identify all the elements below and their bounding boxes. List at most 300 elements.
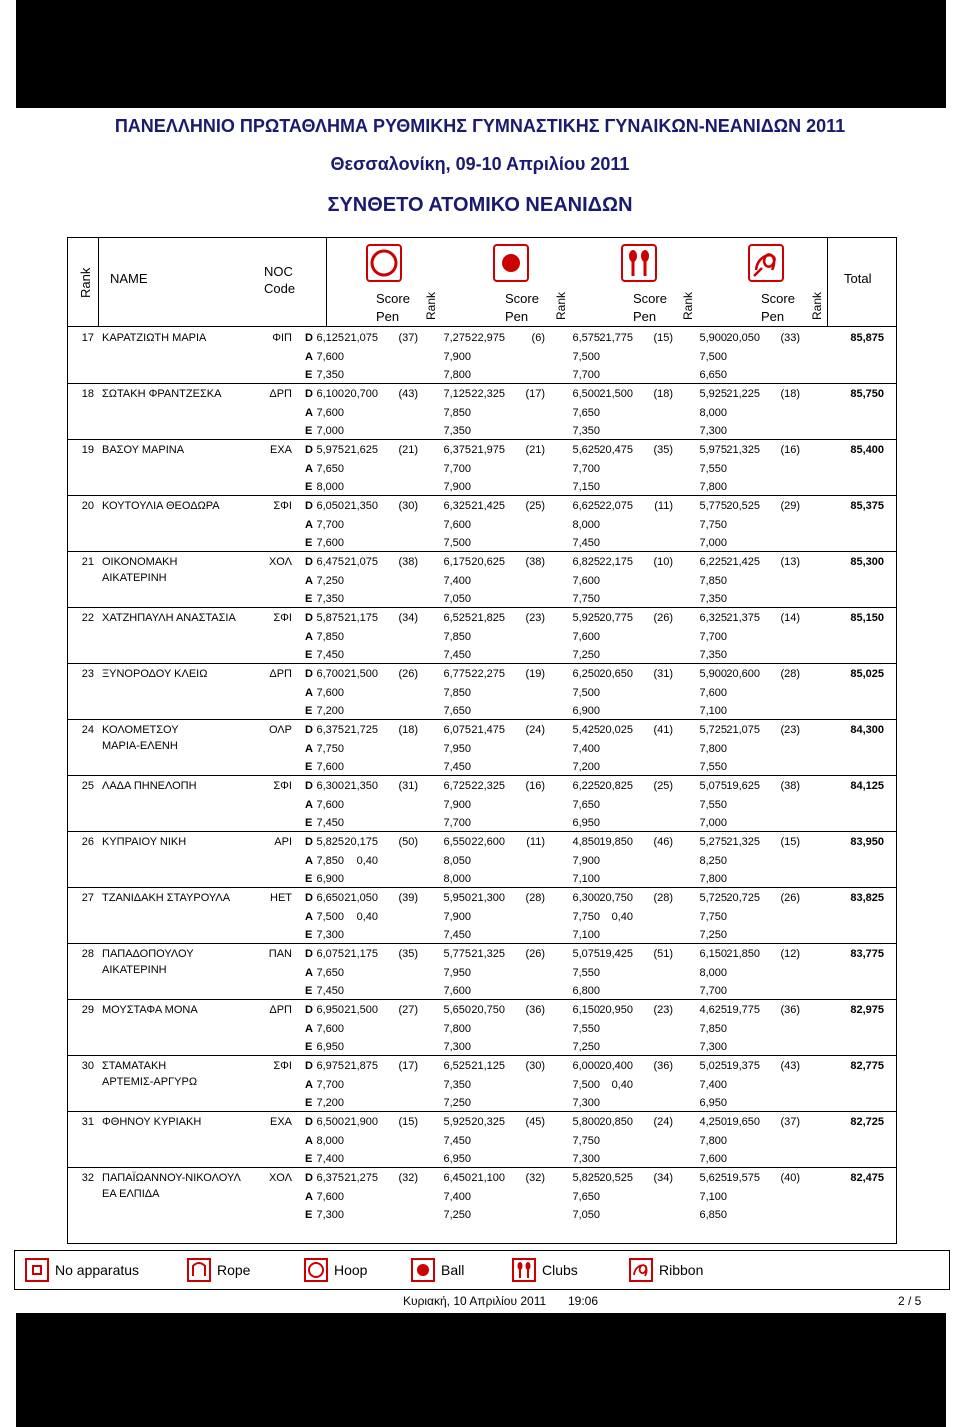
score-cell: 7,850 bbox=[699, 574, 727, 587]
total-cell: 85,025 bbox=[850, 668, 884, 680]
score-cell: 7,600 bbox=[443, 985, 471, 998]
score-type-label: E bbox=[305, 537, 313, 550]
pen-cell: 22,975 bbox=[471, 332, 505, 344]
ribbon-rank-header: Rank bbox=[810, 291, 824, 320]
pen-cell: 20,025 bbox=[599, 724, 633, 736]
score-cell: 5,950 bbox=[443, 892, 471, 904]
pen-cell: 21,075 bbox=[726, 724, 760, 736]
score-cell: 7,750 bbox=[316, 742, 344, 755]
score-cell: 7,400 bbox=[699, 1078, 727, 1091]
score-cell: 7,650 bbox=[572, 1190, 600, 1203]
score-cell: 6,150 bbox=[572, 1004, 600, 1016]
score-type-label: A bbox=[305, 742, 313, 755]
pen-cell: 21,825 bbox=[471, 612, 505, 624]
hoop-score-header: Score Pen bbox=[376, 291, 410, 324]
table-row bbox=[68, 440, 896, 496]
rank-cell: (28) bbox=[653, 892, 673, 904]
score-cell: 5,425 bbox=[572, 724, 600, 736]
rank-cell: (37) bbox=[398, 332, 418, 344]
pen-cell: 21,975 bbox=[471, 444, 505, 456]
score-cell: 7,600 bbox=[316, 686, 344, 699]
score-cell: 7,800 bbox=[443, 369, 471, 382]
score-type-label: E bbox=[305, 1097, 313, 1110]
score-cell: 7,100 bbox=[699, 705, 727, 718]
rank-cell: (19) bbox=[525, 668, 545, 680]
score-cell: 7,350 bbox=[699, 593, 727, 606]
rank-cell: (43) bbox=[780, 1060, 800, 1072]
score-cell: 6,625 bbox=[572, 500, 600, 512]
pen-cell: 22,600 bbox=[471, 836, 505, 848]
score-type-label: D bbox=[305, 948, 313, 960]
score-type-label: D bbox=[305, 1004, 313, 1016]
score-cell: 7,600 bbox=[572, 574, 600, 587]
score-cell: 8,000 bbox=[316, 1134, 344, 1147]
score-cell: 7,000 bbox=[316, 425, 344, 438]
ball-rank-header: Rank bbox=[554, 291, 568, 320]
pen-cell: 20,625 bbox=[471, 556, 505, 568]
score-cell: 7,800 bbox=[699, 742, 727, 755]
total-cell: 82,975 bbox=[850, 1004, 884, 1016]
rank-cell: (34) bbox=[653, 1172, 673, 1184]
score-type-label: A bbox=[305, 686, 313, 699]
score-type-label: D bbox=[305, 1060, 313, 1072]
score-cell: 7,450 bbox=[443, 1134, 471, 1147]
score-cell: 6,175 bbox=[443, 556, 471, 568]
rank-cell: (30) bbox=[525, 1060, 545, 1072]
pen-cell: 22,275 bbox=[471, 668, 505, 680]
pen-cell: 20,850 bbox=[599, 1116, 633, 1128]
score-type-label: E bbox=[305, 593, 313, 606]
score-cell: 7,800 bbox=[699, 1134, 727, 1147]
score-cell: 6,950 bbox=[443, 1153, 471, 1166]
score-cell: 7,700 bbox=[316, 1078, 344, 1091]
rank-cell: (45) bbox=[525, 1116, 545, 1128]
score-type-label: D bbox=[305, 668, 313, 680]
score-type-label: E bbox=[305, 1041, 313, 1054]
score-cell: 6,725 bbox=[443, 780, 471, 792]
athlete-name: ΧΑΤΖΗΠΑΥΛΗ ΑΝΑΣΤΑΣΙΑ bbox=[102, 612, 236, 624]
athlete-name-line2: ΜΑΡΙΑ-ΕΛΕΝΗ bbox=[102, 740, 178, 752]
score-cell: 7,050 bbox=[572, 1209, 600, 1222]
rank-cell: (26) bbox=[398, 668, 418, 680]
total-cell: 82,775 bbox=[850, 1060, 884, 1072]
rank-cell: (10) bbox=[653, 556, 673, 568]
table-row bbox=[68, 1168, 896, 1224]
noc-header: NOC Code bbox=[264, 264, 296, 296]
score-cell: 7,500 bbox=[699, 350, 727, 363]
pen-cell: 21,300 bbox=[471, 892, 505, 904]
score-cell: 5,800 bbox=[572, 1116, 600, 1128]
table-row bbox=[68, 776, 896, 832]
score-cell: 6,325 bbox=[699, 612, 727, 624]
score-cell: 7,000 bbox=[699, 537, 727, 550]
rank-cell: 23 bbox=[81, 668, 94, 680]
rank-cell: 32 bbox=[81, 1172, 94, 1184]
pen-cell: 19,650 bbox=[726, 1116, 760, 1128]
score-cell: 6,950 bbox=[699, 1097, 727, 1110]
athlete-name: ΜΟΥΣΤΑΦΑ ΜΟΝΑ bbox=[102, 1004, 198, 1016]
rank-cell: (23) bbox=[525, 612, 545, 624]
rank-cell: (38) bbox=[398, 556, 418, 568]
score-cell: 7,200 bbox=[316, 1097, 344, 1110]
score-type-label: D bbox=[305, 1172, 313, 1184]
score-cell: 5,075 bbox=[699, 780, 727, 792]
score-cell: 6,325 bbox=[443, 500, 471, 512]
score-cell: 7,650 bbox=[316, 966, 344, 979]
athlete-name: ΦΘΗΝΟΥ ΚΥΡΙΑΚΗ bbox=[102, 1116, 202, 1128]
score-cell: 6,775 bbox=[443, 668, 471, 680]
rank-cell: (34) bbox=[398, 612, 418, 624]
rank-cell: 25 bbox=[81, 780, 94, 792]
table-row bbox=[68, 1112, 896, 1168]
rank-cell: 31 bbox=[81, 1116, 94, 1128]
pen-cell: 19,425 bbox=[599, 948, 633, 960]
rank-cell: (36) bbox=[653, 1060, 673, 1072]
score-cell: 7,450 bbox=[316, 985, 344, 998]
score-cell: 7,350 bbox=[699, 649, 727, 662]
footer-page: 2 / 5 bbox=[898, 1294, 922, 1308]
score-cell: 7,700 bbox=[699, 985, 727, 998]
score-cell: 8,000 bbox=[699, 966, 727, 979]
pen-cell: 0,40 bbox=[611, 910, 633, 923]
score-type-label: E bbox=[305, 985, 313, 998]
score-cell: 7,650 bbox=[572, 406, 600, 419]
score-cell: 7,500 bbox=[443, 537, 471, 550]
score-cell: 7,750 bbox=[572, 593, 600, 606]
score-cell: 5,925 bbox=[699, 388, 727, 400]
total-cell: 85,150 bbox=[850, 612, 884, 624]
score-cell: 7,300 bbox=[316, 1209, 344, 1222]
score-cell: 6,950 bbox=[316, 1004, 344, 1016]
score-cell: 7,750 bbox=[699, 910, 727, 923]
table-row bbox=[68, 1000, 896, 1056]
table-row bbox=[68, 664, 896, 720]
score-cell: 7,950 bbox=[443, 966, 471, 979]
score-cell: 7,800 bbox=[699, 873, 727, 886]
pen-cell: 20,050 bbox=[726, 332, 760, 344]
score-cell: 7,600 bbox=[316, 798, 344, 811]
athlete-name: ΛΑΔΑ ΠΗΝΕΛΟΠΗ bbox=[102, 780, 197, 792]
rank-cell: 29 bbox=[81, 1004, 94, 1016]
score-cell: 6,500 bbox=[572, 388, 600, 400]
rank-cell: 24 bbox=[81, 724, 94, 736]
score-cell: 7,100 bbox=[699, 1190, 727, 1203]
score-cell: 7,275 bbox=[443, 332, 471, 344]
score-cell: 7,900 bbox=[443, 350, 471, 363]
score-cell: 7,700 bbox=[699, 630, 727, 643]
pen-cell: 20,750 bbox=[471, 1004, 505, 1016]
score-cell: 6,125 bbox=[316, 332, 344, 344]
pen-cell: 19,850 bbox=[599, 836, 633, 848]
score-cell: 7,750 bbox=[699, 518, 727, 531]
hoop-icon bbox=[366, 244, 402, 282]
rank-cell: (21) bbox=[398, 444, 418, 456]
score-cell: 8,000 bbox=[316, 481, 344, 494]
score-cell: 7,450 bbox=[316, 649, 344, 662]
rank-cell: (28) bbox=[525, 892, 545, 904]
rank-cell: (46) bbox=[653, 836, 673, 848]
score-cell: 7,600 bbox=[316, 1190, 344, 1203]
score-cell: 7,600 bbox=[572, 630, 600, 643]
noc-cell: ΦΙΠ bbox=[272, 332, 292, 344]
score-type-label: A bbox=[305, 462, 313, 475]
clubs-icon bbox=[512, 1258, 536, 1282]
total-cell: 83,825 bbox=[850, 892, 884, 904]
athlete-name: ΒΑΣΟΥ ΜΑΡΙΝΑ bbox=[102, 444, 185, 456]
score-type-label: A bbox=[305, 854, 313, 867]
score-cell: 6,250 bbox=[572, 668, 600, 680]
rank-cell: (23) bbox=[653, 1004, 673, 1016]
pen-cell: 21,775 bbox=[599, 332, 633, 344]
rank-cell: (35) bbox=[653, 444, 673, 456]
noc-cell: ΗΕΤ bbox=[270, 892, 292, 904]
rank-cell: (11) bbox=[654, 500, 673, 512]
table-row bbox=[68, 832, 896, 888]
table-row bbox=[68, 608, 896, 664]
legend-item-rope: Rope bbox=[187, 1257, 250, 1283]
score-cell: 5,900 bbox=[699, 332, 727, 344]
score-cell: 5,825 bbox=[316, 836, 344, 848]
ribbon-icon bbox=[629, 1258, 653, 1282]
pen-cell: 19,775 bbox=[726, 1004, 760, 1016]
total-cell: 83,775 bbox=[850, 948, 884, 960]
score-cell: 7,850 bbox=[699, 1022, 727, 1035]
score-cell: 7,700 bbox=[572, 462, 600, 475]
score-cell: 6,825 bbox=[572, 556, 600, 568]
score-cell: 6,650 bbox=[316, 892, 344, 904]
score-cell: 6,075 bbox=[443, 724, 471, 736]
rank-cell: (30) bbox=[398, 500, 418, 512]
rank-cell: 18 bbox=[81, 388, 94, 400]
pen-cell: 19,375 bbox=[726, 1060, 760, 1072]
score-cell: 7,450 bbox=[443, 929, 471, 942]
pen-cell: 22,325 bbox=[471, 388, 505, 400]
score-cell: 5,975 bbox=[699, 444, 727, 456]
results-table bbox=[67, 237, 897, 1244]
pen-cell: 20,400 bbox=[599, 1060, 633, 1072]
table-row bbox=[68, 944, 896, 1000]
hoop-icon bbox=[304, 1258, 328, 1282]
rank-header: Rank bbox=[78, 267, 93, 298]
rank-cell: (39) bbox=[398, 892, 418, 904]
score-cell: 5,650 bbox=[443, 1004, 471, 1016]
score-cell: 8,000 bbox=[443, 873, 471, 886]
score-cell: 7,350 bbox=[316, 593, 344, 606]
score-cell: 5,900 bbox=[699, 668, 727, 680]
score-cell: 7,900 bbox=[443, 481, 471, 494]
score-cell: 7,900 bbox=[443, 798, 471, 811]
score-type-label: E bbox=[305, 929, 313, 942]
rank-cell: 21 bbox=[81, 556, 94, 568]
pen-cell: 20,775 bbox=[599, 612, 633, 624]
score-type-label: A bbox=[305, 1078, 313, 1091]
rank-cell: (15) bbox=[398, 1116, 418, 1128]
score-cell: 7,300 bbox=[572, 1153, 600, 1166]
pen-cell: 22,175 bbox=[599, 556, 633, 568]
rank-cell: 28 bbox=[81, 948, 94, 960]
score-cell: 6,550 bbox=[443, 836, 471, 848]
rank-cell: (43) bbox=[398, 388, 418, 400]
rank-cell: (17) bbox=[525, 388, 545, 400]
pen-cell: 21,175 bbox=[344, 612, 378, 624]
score-cell: 6,375 bbox=[443, 444, 471, 456]
score-cell: 6,525 bbox=[443, 612, 471, 624]
score-type-label: D bbox=[305, 612, 313, 624]
score-type-label: D bbox=[305, 724, 313, 736]
rank-cell: (28) bbox=[780, 668, 800, 680]
score-cell: 7,900 bbox=[443, 910, 471, 923]
score-type-label: D bbox=[305, 556, 313, 568]
ribbon-icon bbox=[748, 244, 784, 282]
rank-cell: (18) bbox=[653, 388, 673, 400]
athlete-name: ΠΑΠΑΔΟΠΟΥΛΟΥ bbox=[102, 948, 194, 960]
athlete-name: ΣΤΑΜΑΤΑΚΗ bbox=[102, 1060, 167, 1072]
score-cell: 5,025 bbox=[699, 1060, 727, 1072]
rank-cell: (35) bbox=[398, 948, 418, 960]
pen-cell: 19,625 bbox=[726, 780, 760, 792]
score-cell: 7,900 bbox=[572, 854, 600, 867]
score-cell: 6,300 bbox=[572, 892, 600, 904]
score-cell: 8,000 bbox=[699, 406, 727, 419]
rank-cell: (36) bbox=[525, 1004, 545, 1016]
score-cell: 7,200 bbox=[572, 761, 600, 774]
rank-cell: (21) bbox=[525, 444, 545, 456]
pen-cell: 21,325 bbox=[726, 444, 760, 456]
score-cell: 7,300 bbox=[316, 929, 344, 942]
pen-cell: 21,350 bbox=[344, 500, 378, 512]
score-cell: 7,250 bbox=[443, 1209, 471, 1222]
athlete-name-line2: ΑΙΚΑΤΕΡΙΝΗ bbox=[102, 572, 167, 584]
table-row bbox=[68, 328, 896, 384]
rank-cell: (38) bbox=[525, 556, 545, 568]
rank-cell: (32) bbox=[525, 1172, 545, 1184]
athlete-name-line2: ΑΡΤΕΜΙΣ-ΑΡΓΥΡΩ bbox=[102, 1076, 198, 1088]
pen-cell: 21,225 bbox=[726, 388, 760, 400]
score-cell: 8,000 bbox=[572, 518, 600, 531]
score-cell: 6,225 bbox=[699, 556, 727, 568]
total-cell: 85,400 bbox=[850, 444, 884, 456]
pen-cell: 21,425 bbox=[726, 556, 760, 568]
top-black-bar bbox=[16, 0, 946, 108]
athlete-name: ΚΥΠΡΑΙΟΥ ΝΙΚΗ bbox=[102, 836, 187, 848]
score-type-label: E bbox=[305, 705, 313, 718]
score-cell: 7,650 bbox=[443, 705, 471, 718]
score-cell: 7,650 bbox=[572, 798, 600, 811]
rank-cell: 26 bbox=[81, 836, 94, 848]
score-type-label: A bbox=[305, 574, 313, 587]
score-type-label: E bbox=[305, 369, 313, 382]
score-cell: 7,250 bbox=[699, 929, 727, 942]
pen-cell: 21,875 bbox=[344, 1060, 378, 1072]
score-cell: 7,600 bbox=[699, 686, 727, 699]
legend-item-ribbon: Ribbon bbox=[629, 1257, 703, 1283]
noc-cell: ΔΡΠ bbox=[269, 1004, 292, 1016]
score-cell: 7,500 bbox=[572, 350, 600, 363]
pen-cell: 20,475 bbox=[599, 444, 633, 456]
total-cell: 82,725 bbox=[850, 1116, 884, 1128]
score-cell: 6,300 bbox=[316, 780, 344, 792]
rank-cell: (25) bbox=[525, 500, 545, 512]
score-type-label: D bbox=[305, 444, 313, 456]
pen-cell: 20,750 bbox=[599, 892, 633, 904]
score-cell: 5,775 bbox=[699, 500, 727, 512]
score-type-label: E bbox=[305, 761, 313, 774]
page-title: ΠΑΝΕΛΛΗΝΙΟ ΠΡΩΤΑΘΛΗΜΑ ΡΥΘΜΙΚΗΣ ΓΥΜΝΑΣΤΙΚΗΣ ΓΥΝΑΙΚΩΝ-ΝΕΑΝΙΔΩΝ 2011 bbox=[114, 116, 846, 136]
pen-cell: 21,500 bbox=[344, 668, 378, 680]
rank-cell: 22 bbox=[81, 612, 94, 624]
noc-cell: ΕΧΑ bbox=[269, 444, 292, 456]
hoop-rank-header: Rank bbox=[424, 291, 438, 320]
rank-cell: (41) bbox=[653, 724, 673, 736]
score-cell: 7,800 bbox=[699, 481, 727, 494]
pen-cell: 20,175 bbox=[344, 836, 378, 848]
score-cell: 7,300 bbox=[699, 425, 727, 438]
score-cell: 6,525 bbox=[443, 1060, 471, 1072]
no-apparatus-icon bbox=[25, 1258, 49, 1282]
score-type-label: A bbox=[305, 630, 313, 643]
score-cell: 6,150 bbox=[699, 948, 727, 960]
score-cell: 6,050 bbox=[316, 500, 344, 512]
pen-cell: 20,725 bbox=[726, 892, 760, 904]
rank-cell: (27) bbox=[398, 1004, 418, 1016]
score-cell: 7,150 bbox=[572, 481, 600, 494]
table-row bbox=[68, 1056, 896, 1112]
score-cell: 6,850 bbox=[699, 1209, 727, 1222]
pen-cell: 0,40 bbox=[611, 1078, 633, 1091]
total-cell: 84,125 bbox=[850, 780, 884, 792]
total-cell: 85,750 bbox=[850, 388, 884, 400]
rank-cell: 27 bbox=[81, 892, 94, 904]
rank-cell: (23) bbox=[780, 724, 800, 736]
score-cell: 6,075 bbox=[316, 948, 344, 960]
score-cell: 6,575 bbox=[572, 332, 600, 344]
score-cell: 6,950 bbox=[316, 1041, 344, 1054]
rank-cell: (14) bbox=[780, 612, 800, 624]
score-cell: 6,900 bbox=[572, 705, 600, 718]
pen-cell: 20,825 bbox=[599, 780, 633, 792]
score-cell: 5,875 bbox=[316, 612, 344, 624]
score-cell: 5,925 bbox=[443, 1116, 471, 1128]
rank-cell: (18) bbox=[780, 388, 800, 400]
score-type-label: E bbox=[305, 649, 313, 662]
clubs-score-header: Score Pen bbox=[633, 291, 667, 324]
score-cell: 7,700 bbox=[572, 369, 600, 382]
score-cell: 7,700 bbox=[443, 462, 471, 475]
rank-cell: (11) bbox=[526, 836, 545, 848]
score-cell: 6,450 bbox=[443, 1172, 471, 1184]
rank-cell: (6) bbox=[531, 332, 545, 344]
score-cell: 7,950 bbox=[443, 742, 471, 755]
event-title: ΣΥΝΘΕΤΟ ΑΤΟΜΙΚΟ ΝΕΑΝΙΔΩΝ bbox=[327, 194, 633, 216]
noc-cell: ΔΡΠ bbox=[269, 388, 292, 400]
total-cell: 83,950 bbox=[850, 836, 884, 848]
score-cell: 7,450 bbox=[572, 537, 600, 550]
rank-cell: (15) bbox=[780, 836, 800, 848]
score-cell: 7,600 bbox=[443, 518, 471, 531]
score-cell: 6,375 bbox=[316, 1172, 344, 1184]
score-cell: 6,800 bbox=[572, 985, 600, 998]
score-cell: 7,850 bbox=[443, 630, 471, 643]
score-cell: 6,100 bbox=[316, 388, 344, 400]
score-type-label: A bbox=[305, 1190, 313, 1203]
noc-cell: ΟΛΡ bbox=[268, 724, 292, 736]
rank-cell: (25) bbox=[653, 780, 673, 792]
pen-cell: 21,425 bbox=[471, 500, 505, 512]
score-cell: 7,500 bbox=[572, 686, 600, 699]
score-cell: 7,850 bbox=[316, 630, 344, 643]
pen-cell: 21,725 bbox=[344, 724, 378, 736]
score-cell: 7,350 bbox=[443, 425, 471, 438]
